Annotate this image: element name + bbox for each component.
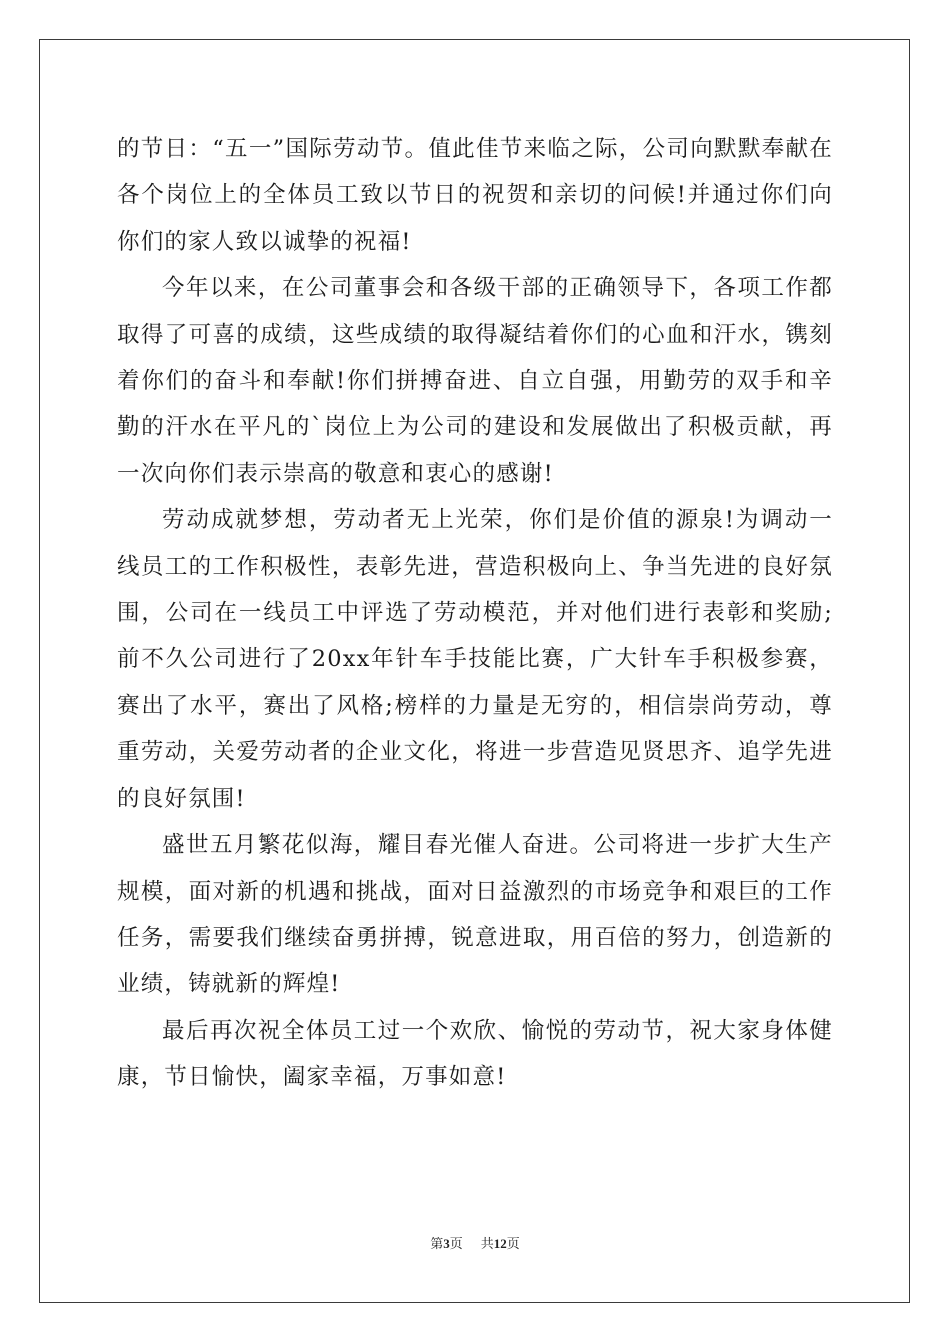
total-pages: 12	[493, 1236, 507, 1251]
page-number: 3	[443, 1236, 450, 1251]
total-prefix: 共	[480, 1237, 494, 1252]
paragraph-4: 盛世五月繁花似海，耀目春光催人奋进。公司将进一步扩大生产规模，面对新的机遇和挑战，面对日益激烈的市场竞争和艰巨的工作任务，需要我们继续奋勇拼搏，锐意进取，用百倍的努力，创造新的业绩，铸就新的辉煌!	[117, 832, 833, 998]
paragraph-1: 的节日：“五一”国际劳动节。值此佳节来临之际，公司向默默奉献在各个岗位上的全体员工致以节日的祝贺和亲切的问候!并通过你们向你们的家人致以诚挚的祝福!	[117, 136, 833, 255]
paragraph-5: 最后再次祝全体员工过一个欢欣、愉悦的劳动节，祝大家身体健康，节日愉快，阖家幸福，万事如意!	[117, 1017, 833, 1091]
document-body	[117, 126, 833, 1101]
total-suffix: 页	[506, 1237, 520, 1252]
page-suffix: 页	[449, 1237, 463, 1252]
paragraph-2: 今年以来，在公司董事会和各级干部的正确领导下，各项工作都取得了可喜的成绩，这些成绩的取得凝结着你们的心血和汗水，镌刻着你们的奋斗和奉献!你们拼搏奋进、自立自强，用勤劳的双手和辛勤的汗水在平凡的`岗位上为公司的建设和发展做出了积极贡献，再一次向你们表示崇高的敬意和衷心的感谢!	[117, 275, 833, 487]
page-prefix: 第	[430, 1237, 444, 1252]
paragraph-3: 劳动成就梦想，劳动者无上光荣，你们是价值的源泉!为调动一线员工的工作积极性，表彰先进，营造积极向上、争当先进的良好氛围，公司在一线员工中评选了劳动模范，并对他们进行表彰和奖励;前不久公司进行了20xx年针车手技能比赛，广大针车手积极参赛，赛出了水平，赛出了风格;榜样的力量是无穷的，相信崇尚劳动，尊重劳动，关爱劳动者的企业文化，将进一步营造见贤思齐、追学先进的良好氛围!	[117, 507, 833, 812]
page-footer	[0, 1233, 950, 1252]
